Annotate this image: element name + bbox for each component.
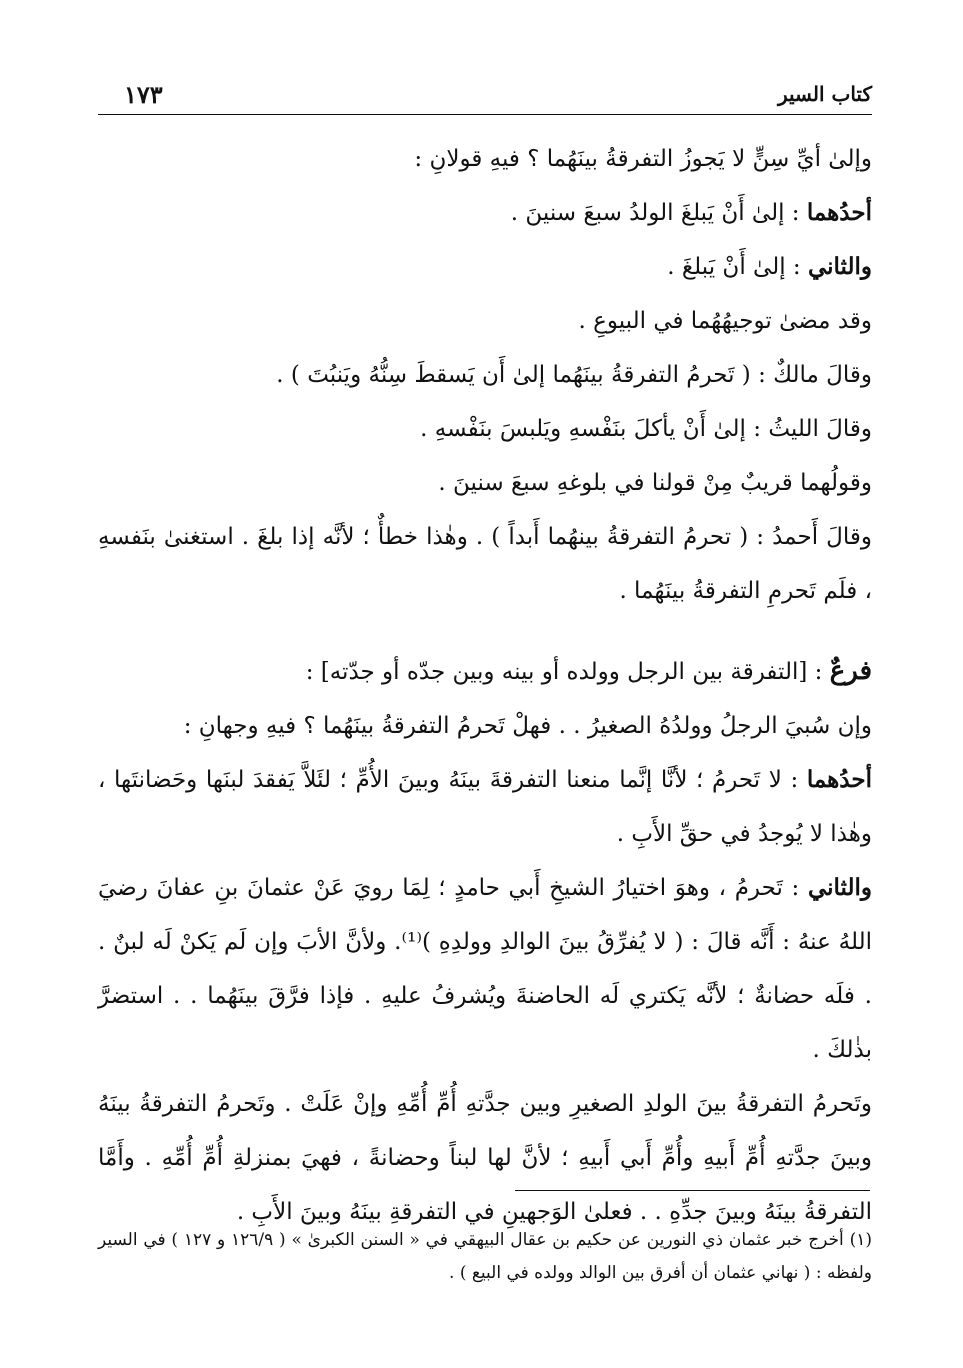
- paragraph: والثاني : إلىٰ أَنْ يَبلغَ .: [667, 253, 872, 280]
- page-header: [98, 78, 872, 115]
- footnote-text: أخرج خبر عثمان ذي النورين عن حكيم بن عقال البيهقي في « السنن الكبرىٰ » ( ١٢٦/٩ و ١٢٧ ) في السير ولفظه : ( نهاني عثمان أن أفرق بين الوالد وولده في البيع ) .: [98, 1230, 872, 1283]
- paragraph: وإن سُبيَ الرجلُ وولدُهُ الصغيرُ . . فهلْ تَحرمُ التفرقةُ بينَهُما ؟ فيهِ وجهانِ :: [183, 713, 872, 739]
- paragraph: وقولُهما قريبٌ مِنْ قولنا في بلوغهِ سبعَ سنينَ .: [438, 470, 872, 496]
- footnote-separator: [515, 1190, 870, 1191]
- paragraph: وقالَ أَحمدُ : ( تحرمُ التفرقةُ بينهُما أَبداً ) . وهٰذا خطأٌ ؛ لأنَّه إذا بلغَ . استغنىٰ بنَفسهِ ، فلَم تَحرمِ التفرقةُ بينَهُما .: [98, 524, 872, 604]
- paragraph: والثاني : تَحرمُ ، وهوَ اختيارُ الشيخِ أَبي حامدٍ ؛ لِمَا رويَ عَنْ عثمانَ بنِ عفانَ رضيَ اللهُ عنهُ : أَنَّه قالَ : ( لا يُفرِّقُ بينَ الوالدِ وولدِهِ )⁽¹⁾. ولأنَّ الأبَ وإن لَم يَكنْ لَه لبنٌ . . فلَه حضانةٌ ؛ لأنَّه يَكتري لَه الحاضنةَ ويُشرفُ عليهِ . فإذا فرَّقَ بينَهُما . . استضرَّ بذٰلكَ .: [98, 874, 872, 1063]
- paragraph: وقد مضىٰ توجيهُهُما في البيوعِ .: [578, 308, 872, 334]
- section-gap: [98, 618, 872, 644]
- paragraph: وتَحرمُ التفرقةُ بينَ الولدِ الصغيرِ وبين جدَّتهِ أُمِّ أُمِّهِ وإنْ عَلَتْ . وتَحرمُ التفرقةُ بينَهُ وبينَ جدَّتهِ أُمِّ أَبيهِ وأُمِّ أَبي أَبيهِ ؛ لأنَّ لها لبناً وحضانةً ، فهيَ بمنزلةِ أُمِّ أُمِّهِ . وأَمَّا التفرقةُ بينَهُ وبينَ جدِّهِ . . فعلىٰ الوَجهينِ في التفرقةِ بينَهُ وبينَ الأَبِ .: [98, 1091, 872, 1225]
- book-title: كتاب السير: [777, 82, 872, 106]
- paragraph: وإلىٰ أيِّ سِنٍّ لا يَجوزُ التفرقةُ بينَهُما ؟ فيهِ قولانِ :: [414, 146, 872, 172]
- main-text: [98, 132, 872, 1239]
- footnote: [98, 1224, 872, 1290]
- paragraph: وقالَ الليثُ : إلىٰ أَنْ يأكلَ بنَفْسهِ ويَلبسَ بنَفْسهِ .: [420, 416, 872, 442]
- section-heading: فرعٌ : [التفرقة بين الرجل وولده أو بينه وبين جدّه أو جدّته] :: [305, 656, 872, 686]
- paragraph: أحدُهما : إلىٰ أَنْ يَبلغَ الولدُ سبعَ سنينَ .: [510, 199, 872, 226]
- paragraph: أحدُهما : لا تَحرمُ ؛ لأنَّا إنَّما منعنا التفرقةَ بينَهُ وبينَ الأُمِّ ؛ لئَلاَّ يَفقدَ لبنَها وحَضانتَها ، وهٰذا لا يُوجدُ في حقِّ الأَبِ .: [98, 766, 872, 847]
- footnote-marker: (١): [849, 1230, 872, 1250]
- paragraph: وقالَ مالكٌ : ( تَحرمُ التفرقةُ بينَهُما إلىٰ أَن يَسقطَ سِنُّهُ ويَنبُتَ ) .: [276, 362, 872, 388]
- page-number: ١٧٣: [124, 80, 163, 109]
